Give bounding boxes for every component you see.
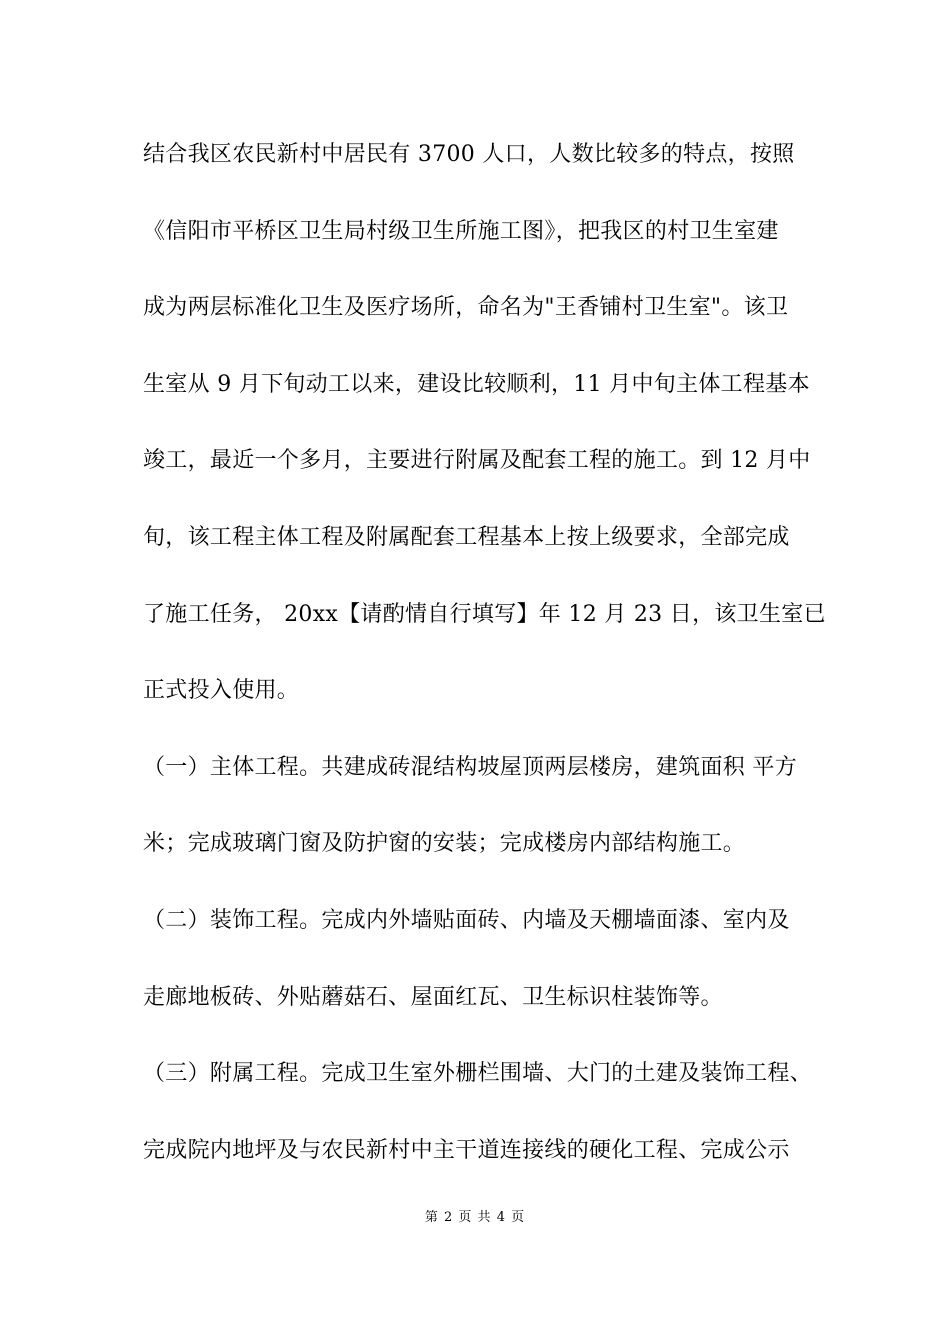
text-line-3: 成为两层标准化卫生及医疗场所，命名为"王香铺村卫生室"。该卫 <box>143 295 789 321</box>
page-number-footer: 第 2 页 共 4 页 <box>424 1210 526 1225</box>
text-line-7: 了施工任务， 20xx【请酌情自行填写】年 12 月 23 日，该卫生室已 <box>143 601 826 627</box>
text-line-14: 完成院内地坪及与农民新村中主干道连接线的硬化工程、完成公示 <box>143 1137 790 1163</box>
text-line-6: 旬，该工程主体工程及附属配套工程基本上按上级要求，全部完成 <box>143 524 790 550</box>
text-line-13: （三）附属工程。完成卫生室外栅栏围墙、大门的土建及装饰工程、 <box>143 1061 813 1087</box>
text-line-1: 结合我区农民新村中居民有 3700 人口，人数比较多的特点，按照 <box>143 142 795 167</box>
text-line-11: （二）装饰工程。完成内外墙贴面砖、内墙及天棚墙面漆、室内及 <box>143 907 790 933</box>
text-line-8: 正式投入使用。 <box>143 678 300 704</box>
text-line-4: 生室从 9 月下旬动工以来，建设比较顺利，11 月中旬主体工程基本 <box>143 371 810 397</box>
text-line-2: 《信阳市平桥区卫生局村级卫生所施工图》，把我区的村卫生室建 <box>143 218 779 244</box>
text-line-12: 走廊地板砖、外贴蘑菇石、屋面红瓦、卫生标识柱装饰等。 <box>143 984 723 1010</box>
document-body <box>143 128 843 1200</box>
text-line-5: 竣工，最近一个多月，主要进行附属及配套工程的施工。到 12 月中 <box>143 448 811 474</box>
text-line-10: 米；完成玻璃门窗及防护窗的安装；完成楼房内部结构施工。 <box>143 831 746 857</box>
text-line-9: （一）主体工程。共建成砖混结构坡屋顶两层楼房，建筑面积 平方 <box>143 754 797 780</box>
